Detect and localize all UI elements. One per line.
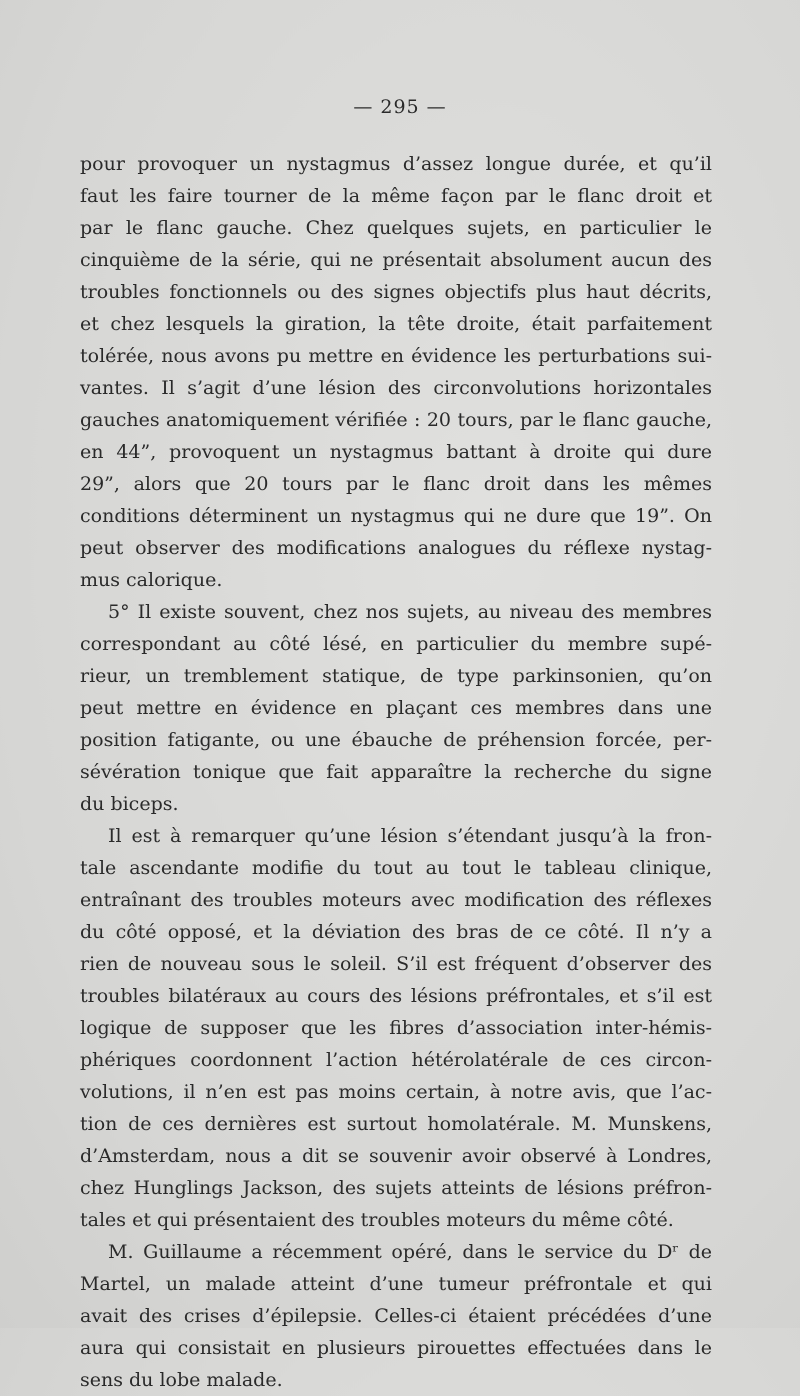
text-line: et chez lesquels la giration, la tête droite, était parfaitement (80, 313, 712, 335)
text-line: mus calorique. (80, 569, 223, 591)
text-line: gauches anatomiquement vérifiée : 20 tours, par le flanc gauche, (80, 409, 712, 431)
body-text (80, 148, 712, 1396)
text-line: tolérée, nous avons pu mettre en évidence les perturbations sui- (80, 345, 712, 367)
text-line: peut observer des modifications analogues du réflexe nystag- (80, 537, 712, 559)
text-line: par le flanc gauche. Chez quelques sujets, en particulier le (80, 217, 712, 239)
text-line: tale ascendante modifie du tout au tout le tableau clinique, (80, 857, 712, 879)
text-line: entraînant des troubles moteurs avec modification des réflexes (80, 889, 712, 911)
text-line: avait des crises d’épilepsie. Celles-ci étaient précédées d’une (80, 1305, 712, 1327)
text-line: aura qui consistait en plusieurs pirouettes effectuées dans le (80, 1337, 712, 1359)
text-line: Martel, un malade atteint d’une tumeur préfrontale et qui (80, 1273, 712, 1295)
paragraph-start-line: 5° Il existe souvent, chez nos sujets, au niveau des membres (108, 601, 712, 623)
text-line: troubles bilatéraux au cours des lésions préfrontales, et s’il est (80, 985, 712, 1007)
text-line: sévération tonique que fait apparaître la recherche du signe (80, 761, 712, 783)
text-line: logique de supposer que les fibres d’association inter-hémis- (80, 1017, 712, 1039)
text-line: position fatigante, ou une ébauche de préhension forcée, per- (80, 729, 712, 751)
text-line: volutions, il n’en est pas moins certain, à notre avis, que l’ac- (80, 1081, 712, 1103)
paragraph-start-line: M. Guillaume a récemment opéré, dans le service du Dʳ de (108, 1241, 712, 1263)
text-line: tales et qui présentaient des troubles moteurs du même côté. (80, 1209, 674, 1231)
text-line: rieur, un tremblement statique, de type parkinsonien, qu’on (80, 665, 712, 687)
text-line: du biceps. (80, 793, 179, 815)
text-line: peut mettre en évidence en plaçant ces membres dans une (80, 697, 712, 719)
text-line: en 44”, provoquent un nystagmus battant à droite qui dure (80, 441, 712, 463)
text-line: d’Amsterdam, nous a dit se souvenir avoir observé à Londres, (80, 1145, 712, 1167)
page-number: — 295 — (353, 96, 447, 118)
text-line: du côté opposé, et la déviation des bras de ce côté. Il n’y a (80, 921, 712, 943)
text-line: cinquième de la série, qui ne présentait absolument aucun des (80, 249, 712, 271)
text-line: troubles fonctionnels ou des signes objectifs plus haut décrits, (80, 281, 712, 303)
text-line: rien de nouveau sous le soleil. S’il est fréquent d’observer des (80, 953, 712, 975)
text-line: 29”, alors que 20 tours par le flanc droit dans les mêmes (80, 473, 712, 495)
text-line: vantes. Il s’agit d’une lésion des circonvolutions horizontales (80, 377, 712, 399)
text-line: tion de ces dernières est surtout homolatérale. M. Munskens, (80, 1113, 712, 1135)
text-line: correspondant au côté lésé, en particulier du membre supé- (80, 633, 712, 655)
text-line: sens du lobe malade. (80, 1369, 283, 1391)
text-line: phériques coordonnent l’action hétérolatérale de ces circon- (80, 1049, 712, 1071)
text-line: faut les faire tourner de la même façon par le flanc droit et (80, 185, 712, 207)
text-line: pour provoquer un nystagmus d’assez longue durée, et qu’il (80, 153, 712, 175)
paragraph-start-line: Il est à remarquer qu’une lésion s’étendant jusqu’à la fron- (108, 825, 712, 847)
text-line: chez Hunglings Jackson, des sujets atteints de lésions préfron- (80, 1177, 712, 1199)
text-line: conditions déterminent un nystagmus qui ne dure que 19”. On (80, 505, 712, 527)
